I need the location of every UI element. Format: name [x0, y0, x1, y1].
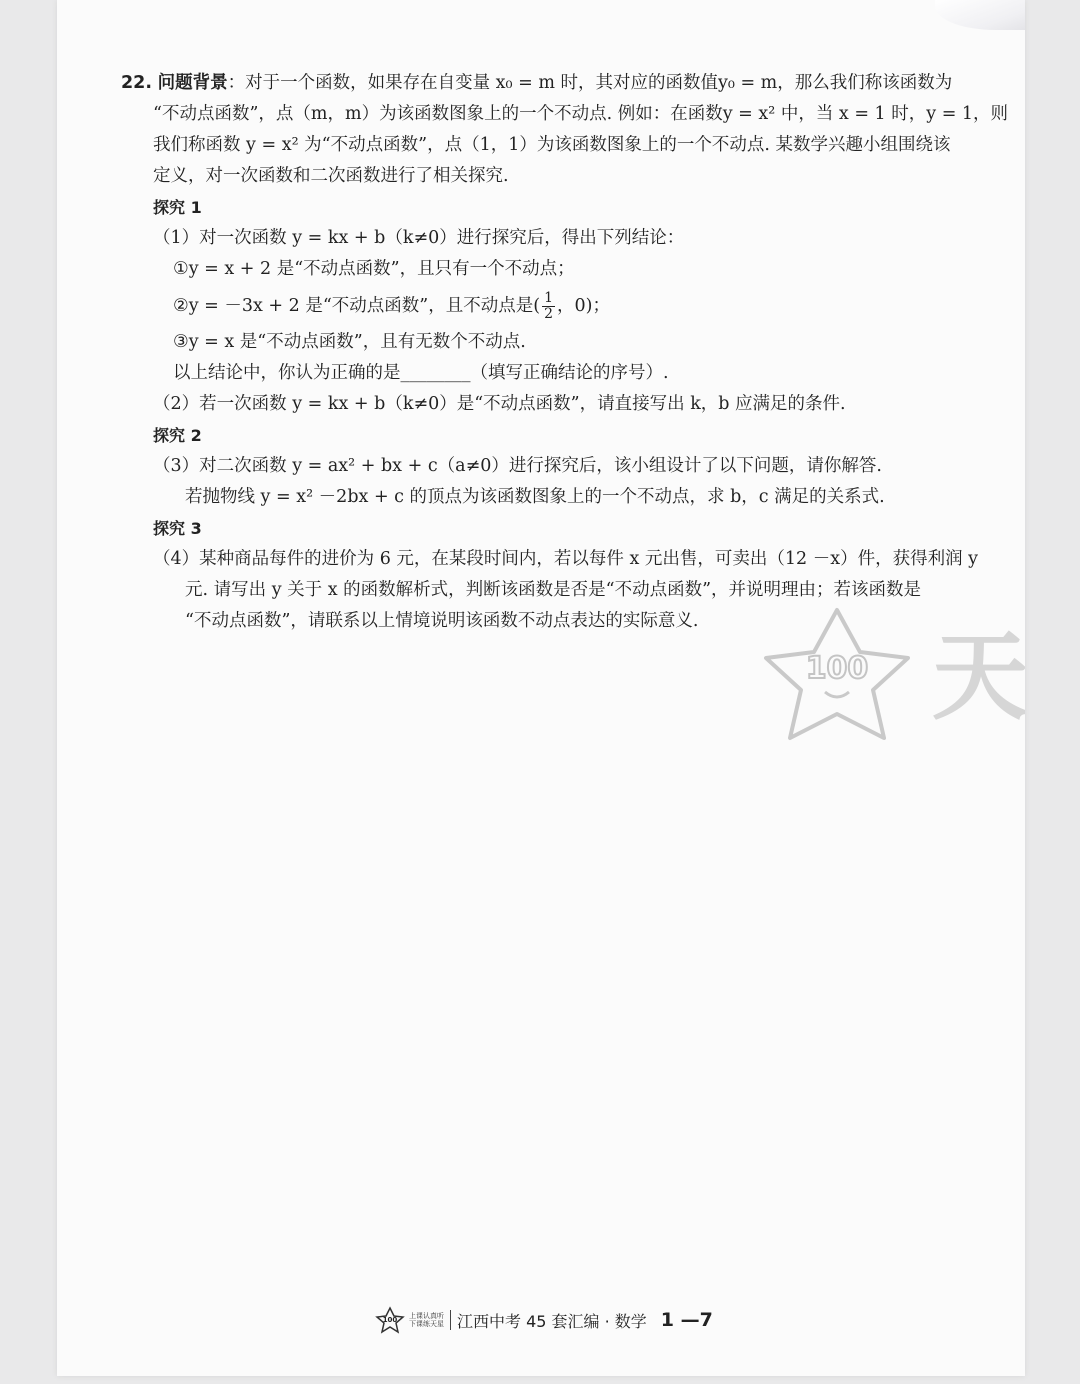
- question-line-2: “不动点函数”，点（m，m）为该函数图象上的一个不动点. 例如：在函数y = x² 中，当 x = 1 时，y = 1，则: [153, 104, 1009, 124]
- explore2-part3-question: 若抛物线 y = x² －2bx + c 的顶点为该函数图象上的一个不动点，求 b，c 满足的关系式.: [185, 487, 885, 507]
- fraction-denominator: 2: [544, 306, 553, 322]
- watermark-logo-text: 100: [805, 651, 869, 686]
- explore3-line-1: （4）某种商品每件的进价为 6 元，在某段时间内，若以每件 x 元出售，可卖出（12 －x）件，获得利润 y: [153, 549, 979, 569]
- footer-divider: [450, 1310, 451, 1330]
- conclusion-1: ①y = x + 2 是“不动点函数”，且只有一个不动点；: [173, 259, 575, 279]
- conclusion-2-text: ②y = －3x + 2 是“不动点函数”，且不动点是(: [173, 296, 541, 316]
- footer-star-logo: [375, 1306, 405, 1334]
- footer-book-title: 江西中考 45 套汇编 · 数学: [457, 1311, 647, 1331]
- question-line-1: [121, 68, 1001, 99]
- question-number: 22.: [121, 73, 153, 93]
- explore3-line-2: 元. 请写出 y 关于 x 的函数解析式，判断该函数是否是“不动点函数”，并说明理由；若该函数是: [185, 580, 922, 600]
- explore1-part1: （1）对一次函数 y = kx + b（k≠0）进行探究后，得出下列结论：: [153, 228, 685, 248]
- fraction-numerator: 1: [544, 290, 553, 306]
- explore2-part3: （3）对二次函数 y = ax² + bx + c（a≠0）进行探究后，该小组设计了以下问题，请你解答.: [153, 456, 882, 476]
- conclusion-2-tail: ，0)；: [557, 296, 610, 316]
- explore2-title: 探究 2: [153, 426, 202, 445]
- fraction-one-half: [542, 291, 555, 322]
- question-line-4: 定义，对一次函数和二次函数进行了相关探究.: [153, 166, 509, 186]
- explore1-title: 探究 1: [153, 198, 202, 217]
- footer-slogan-line-1: 上课认真听: [409, 1312, 444, 1320]
- page-footer: [375, 1306, 713, 1334]
- question-content: [121, 68, 1009, 637]
- question-line-3: 我们称函数 y = x² 为“不动点函数”，点（1，1）为该函数图象上的一个不动点. 某数学兴趣小组围绕该: [153, 135, 951, 155]
- footer-logo-text: 100: [382, 1316, 398, 1324]
- page-curl: [935, 0, 1025, 30]
- conclusion-3: ③y = x 是“不动点函数”，且有无数个不动点.: [173, 332, 526, 352]
- footer-slogan-line-2: 下课练天星: [409, 1320, 444, 1328]
- conclusion-2: [121, 285, 1001, 327]
- explore3-title: 探究 3: [153, 519, 202, 538]
- question-heading: 问题背景: [157, 73, 228, 93]
- page-number: 1 —7: [660, 1309, 713, 1331]
- fill-in-blank: 以上结论中，你认为正确的是________（填写正确结论的序号）.: [173, 363, 669, 383]
- footer-slogan: [409, 1312, 444, 1328]
- watermark-char: 天: [932, 621, 1028, 733]
- document-page: [57, 0, 1028, 1376]
- question-text: ：对于一个函数，如果存在自变量 x₀ = m 时，其对应的函数值y₀ = m，那么我们称该函数为: [227, 73, 953, 93]
- explore3-line-3: “不动点函数”，请联系以上情境说明该函数不动点表达的实际意义.: [185, 611, 699, 631]
- watermark-star-logo: [742, 570, 1028, 770]
- explore1-part2: （2）若一次函数 y = kx + b（k≠0）是“不动点函数”，请直接写出 k，b 应满足的条件.: [153, 394, 846, 414]
